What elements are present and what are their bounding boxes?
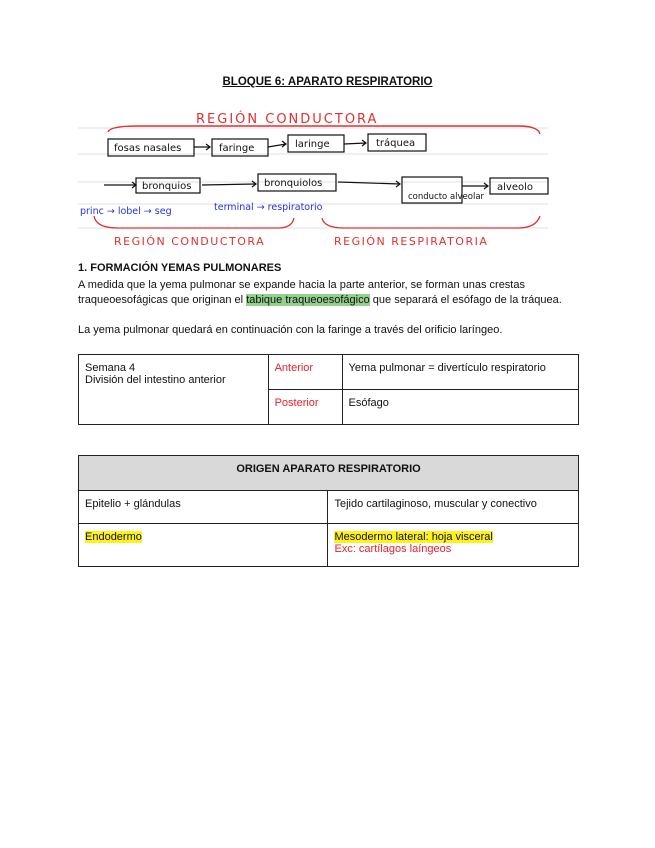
region-conductora-bottom: REGIÓN CONDUCTORA (114, 235, 266, 248)
respiratory-diagram (78, 104, 558, 252)
paragraph-1-end: que separará el esófago de la tráquea. (369, 294, 562, 306)
paragraph-2: La yema pulmonar quedará en continuación con la faringe a través del orificio laríngeo. (78, 324, 503, 336)
box-traquea: tráquea (376, 138, 416, 149)
division-label: División del intestino anterior (85, 374, 226, 386)
semana-table (78, 354, 579, 425)
box-faringe: faringe (219, 143, 255, 154)
page-title: BLOQUE 6: APARATO RESPIRATORIO (222, 76, 433, 88)
region-respiratoria-bottom: REGIÓN RESPIRATORIA (334, 235, 489, 248)
col2-header: Tejido cartilaginoso, muscular y conectivo (328, 491, 579, 524)
exception-note: Exc: cartílagos laíngeos (334, 543, 452, 555)
mesodermo-value: Mesodermo lateral: hoja visceral (334, 531, 493, 543)
box-conducto-alveolar: conducto alveolar (408, 192, 485, 202)
col1-header: Epitelio + glándulas (79, 491, 328, 524)
posterior-label: Posterior (268, 390, 342, 425)
endodermo-cell (79, 524, 328, 567)
label-terminal-respiratorio: terminal → respiratorio (214, 202, 323, 213)
region-conductora-top: REGIÓN CONDUCTORA (196, 112, 379, 127)
box-fosas-nasales: fosas nasales (114, 143, 182, 154)
anterior-value: Yema pulmonar = divertículo respiratorio (342, 355, 579, 390)
box-bronquios: bronquios (142, 181, 192, 192)
posterior-value: Esófago (342, 390, 579, 425)
box-alveolo: alveolo (497, 182, 533, 193)
origen-table (78, 455, 579, 567)
origen-title: ORIGEN APARATO RESPIRATORIO (79, 456, 579, 491)
box-laringe: laringe (295, 139, 330, 150)
section-heading: 1. FORMACIÓN YEMAS PULMONARES (78, 262, 282, 274)
endodermo-value: Endodermo (85, 531, 142, 543)
highlight-tabique: tabique traqueoesofágico (246, 294, 370, 306)
semana-label: Semana 4 (85, 362, 136, 374)
paragraph-1-start: A medida que la yema pulmonar se expande hacia la parte anterior, se forman unas crestas traqueoesofágicas que originan el (78, 279, 525, 306)
anterior-label: Anterior (268, 355, 342, 390)
mesodermo-cell (328, 524, 579, 567)
semana-cell (79, 355, 269, 425)
label-princ-lobel-seg: princ → lobel → seg (80, 206, 172, 217)
paragraph-1 (78, 278, 583, 308)
box-bronquiolos: bronquiolos (264, 178, 323, 189)
